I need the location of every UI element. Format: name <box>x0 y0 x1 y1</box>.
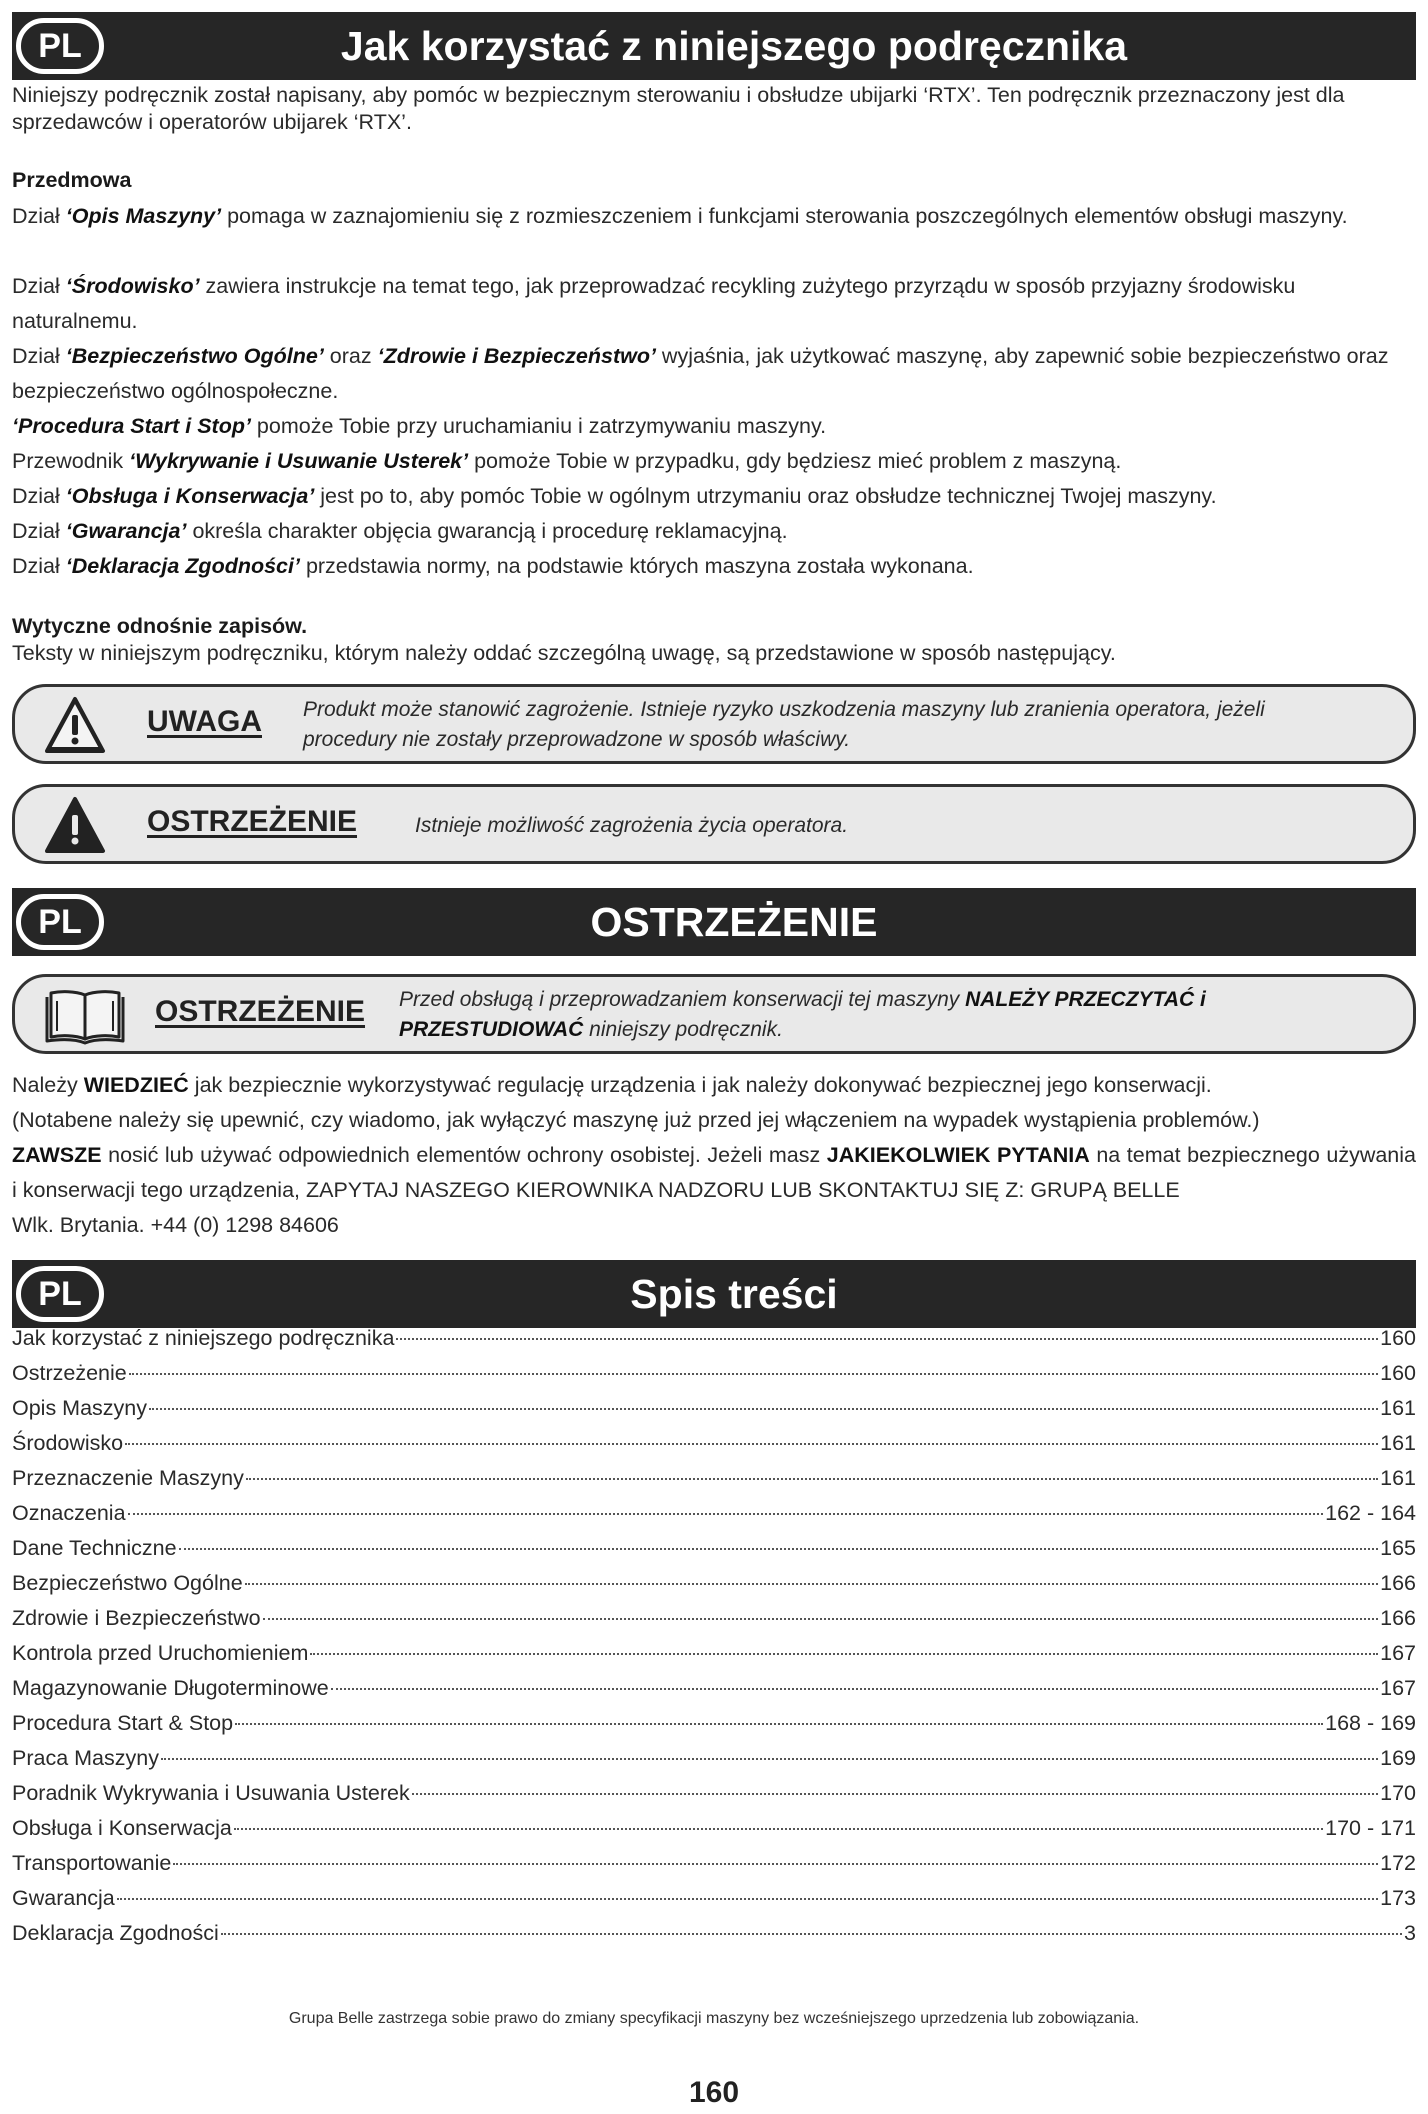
toc-entry[interactable] <box>12 1746 1416 1781</box>
warning-outline-icon <box>43 695 107 760</box>
toc-entry-label: Transportowanie <box>12 1851 172 1875</box>
warning-paragraph-3: ZAWSZE nosić lub używać odpowiednich elementów ochrony osobistej. Jeżeli masz JAKIEKOLWIEK PYTANIA na temat bezpiecznego używania i konserwacji tego urządzenia, ZAPYTAJ NASZEGO KIEROWNIKA NADZORU LUB SKONTAKTUJ SIĘ Z: GRUPĄ BELLE <box>12 1143 1416 1202</box>
foreword-paragraph-4: ‘Procedura Start i Stop’ pomoże Tobie przy uruchamianiu i zatrzymywaniu maszyny. <box>12 414 827 438</box>
notice-caution <box>12 684 1416 764</box>
toc-leader-dots <box>173 1863 1378 1865</box>
foreword-paragraph-2: Dział ‘Środowisko’ zawiera instrukcje na temat tego, jak przeprowadzać recykling zużytego przyrządu w sposób przyjazny środowisku naturalnemu. <box>12 274 1296 333</box>
notice-warning-label: OSTRZEŻENIE <box>147 805 358 838</box>
toc-leader-dots <box>245 1583 1378 1585</box>
toc-leader-dots <box>246 1478 1378 1480</box>
toc-leader-dots <box>221 1933 1402 1935</box>
toc-leader-dots <box>125 1443 1378 1445</box>
toc-entry-page: 169 <box>1380 1746 1416 1770</box>
toc-entry-label: Ostrzeżenie <box>12 1361 127 1385</box>
toc-leader-dots <box>310 1653 1378 1655</box>
toc-leader-dots <box>128 1513 1324 1515</box>
toc-entry[interactable] <box>12 1676 1416 1711</box>
toc-entry-label: Procedura Start & Stop <box>12 1711 234 1735</box>
guidelines-heading: Wytyczne odnośnie zapisów. <box>12 614 308 638</box>
toc-entry-page: 172 <box>1380 1851 1416 1875</box>
toc-entry-page: 165 <box>1380 1536 1416 1560</box>
toc-entry-label: Jak korzystać z niniejszego podręcznika <box>12 1326 395 1350</box>
toc-entry[interactable] <box>12 1571 1416 1606</box>
toc-leader-dots <box>179 1548 1379 1550</box>
toc-entry-page: 161 <box>1380 1431 1416 1455</box>
toc-entry[interactable] <box>12 1641 1416 1676</box>
toc-entry-label: Zdrowie i Bezpieczeństwo <box>12 1606 261 1630</box>
toc-leader-dots <box>149 1408 1378 1410</box>
notice-warning-text: Istnieje możliwość zagrożenia życia operatora. <box>415 814 849 837</box>
toc-entry-label: Bezpieczeństwo Ogólne <box>12 1571 243 1595</box>
pl-language-badge: PL <box>16 18 104 74</box>
intro-paragraph: Niniejszy podręcznik został napisany, aby pomóc w bezpiecznym sterowaniu i obsłudze ubijarki ‘RTX’. Ten podręcznik przeznaczony jest dla sprzedawców i operatorów ubijarek ‘RTX’. <box>12 83 1345 134</box>
toc-entry[interactable] <box>12 1886 1416 1921</box>
toc-entry[interactable] <box>12 1536 1416 1571</box>
toc-leader-dots <box>331 1688 1378 1690</box>
toc-entry-page: 3 <box>1404 1921 1416 1945</box>
toc-entry-page: 168 - 169 <box>1325 1711 1416 1735</box>
foreword-paragraph-3: Dział ‘Bezpieczeństwo Ogólne’ oraz ‘Zdrowie i Bezpieczeństwo’ wyjaśnia, jak użytkować maszynę, aby zapewnić sobie bezpieczeństwo oraz bezpieczeństwo ogólnospołeczne. <box>12 344 1389 403</box>
guidelines-text: Teksty w niniejszym podręczniku, którym należy oddać szczególną uwagę, są przedstawione w sposób następujący. <box>12 641 1116 665</box>
notice-warning <box>12 784 1416 864</box>
toc-entry-page: 162 - 164 <box>1325 1501 1416 1525</box>
foreword-paragraph-6: Dział ‘Obsługa i Konserwacja’ jest po to, aby pomóc Tobie w ogólnym utrzymaniu oraz obsłudze technicznej Twojej maszyny. <box>12 484 1217 508</box>
toc-entry[interactable] <box>12 1921 1416 1956</box>
toc-entry-page: 161 <box>1380 1396 1416 1420</box>
toc-entry-page: 173 <box>1380 1886 1416 1910</box>
warning-paragraph-2: (Notabene należy się upewnić, czy wiadomo, jak wyłączyć maszynę już przed jej włączeniem na wypadek wystąpienia problemów.) <box>12 1108 1260 1132</box>
toc-entry-label: Poradnik Wykrywania i Usuwania Usterek <box>12 1781 410 1805</box>
table-of-contents <box>12 1326 1416 1956</box>
toc-entry-label: Magazynowanie Długoterminowe <box>12 1676 329 1700</box>
warning-filled-icon <box>43 795 107 860</box>
warning-paragraph-1: Należy WIEDZIEĆ jak bezpiecznie wykorzystywać regulację urządzenia i jak należy dokonywać bezpiecznej jego konserwacji. <box>12 1073 1212 1097</box>
toc-entry-page: 167 <box>1380 1676 1416 1700</box>
notice-caution-text: Produkt może stanowić zagrożenie. Istnieje ryzyko uszkodzenia maszyny lub zranienia operatora, jeżeli procedury nie zostały przeprowadzone w sposób właściwy. <box>303 698 1265 751</box>
foreword-paragraph-1: Dział ‘Opis Maszyny’ pomaga w zaznajomieniu się z rozmieszczeniem i funkcjami sterowania poszczególnych elementów obsługi maszyny. <box>12 204 1348 228</box>
toc-entry[interactable] <box>12 1711 1416 1746</box>
toc-entry[interactable] <box>12 1466 1416 1501</box>
toc-entry-label: Deklaracja Zgodności <box>12 1921 219 1945</box>
section-title: Jak korzystać z niniejszego podręcznika <box>340 22 1128 69</box>
toc-entry-page: 170 <box>1380 1781 1416 1805</box>
toc-entry[interactable] <box>12 1501 1416 1536</box>
section-title: OSTRZEŻENIE <box>590 898 878 945</box>
toc-entry-label: Gwarancja <box>12 1886 115 1910</box>
page-number: 160 <box>688 2076 740 2109</box>
toc-entry[interactable] <box>12 1816 1416 1851</box>
toc-entry[interactable] <box>12 1361 1416 1396</box>
toc-leader-dots <box>161 1758 1378 1760</box>
toc-entry-label: Obsługa i Konserwacja <box>12 1816 232 1840</box>
foreword-paragraph-8: Dział ‘Deklaracja Zgodności’ przedstawia normy, na podstawie których maszyna została wykonana. <box>12 554 974 578</box>
toc-leader-dots <box>117 1898 1378 1900</box>
toc-entry-label: Środowisko <box>12 1431 124 1455</box>
toc-entry[interactable] <box>12 1431 1416 1466</box>
toc-entry-label: Praca Maszyny <box>12 1746 159 1770</box>
toc-entry[interactable] <box>12 1326 1416 1361</box>
toc-entry-page: 160 <box>1380 1326 1416 1350</box>
notice-caution-label: UWAGA <box>147 705 262 738</box>
toc-entry[interactable] <box>12 1781 1416 1816</box>
toc-leader-dots <box>234 1828 1323 1830</box>
toc-entry-label: Przeznaczenie Maszyny <box>12 1466 244 1490</box>
notice-read-manual <box>12 974 1416 1054</box>
section-banner-warning <box>12 888 1416 956</box>
foreword-paragraph-5: Przewodnik ‘Wykrywanie i Usuwanie Usterek’ pomoże Tobie w przypadku, gdy będziesz mieć problem z maszyną. <box>12 449 1122 473</box>
toc-entry-label: Kontrola przed Uruchomieniem <box>12 1641 309 1665</box>
toc-entry-label: Dane Techniczne <box>12 1536 177 1560</box>
toc-entry-label: Oznaczenia <box>12 1501 126 1525</box>
toc-entry-page: 166 <box>1380 1606 1416 1630</box>
contact-phone: Wlk. Brytania. +44 (0) 1298 84606 <box>12 1213 339 1237</box>
notice-read-manual-text: Przed obsługą i przeprowadzaniem konserwacji tej maszyny NALEŻY PRZECZYTAĆ i PRZESTUDIOWAĆ niniejszy podręcznik. <box>399 988 1206 1041</box>
toc-entry-page: 167 <box>1380 1641 1416 1665</box>
toc-entry[interactable] <box>12 1396 1416 1431</box>
section-banner-contents <box>12 1260 1416 1328</box>
section-title: Spis treści <box>630 1270 838 1317</box>
toc-leader-dots <box>263 1618 1379 1620</box>
pl-language-badge: PL <box>16 1266 104 1322</box>
toc-entry-page: 170 - 171 <box>1325 1816 1416 1840</box>
toc-entry-page: 160 <box>1380 1361 1416 1385</box>
pl-language-badge: PL <box>16 894 104 950</box>
footer-disclaimer: Grupa Belle zastrzega sobie prawo do zmiany specyfikacji maszyny bez wcześniejszego uprzedzenia lub zobowiązania. <box>288 2010 1140 2027</box>
toc-leader-dots <box>129 1373 1378 1375</box>
toc-entry-page: 166 <box>1380 1571 1416 1595</box>
toc-entry[interactable] <box>12 1851 1416 1886</box>
toc-entry-label: Opis Maszyny <box>12 1396 148 1420</box>
toc-leader-dots <box>396 1338 1378 1340</box>
book-icon <box>45 987 125 1050</box>
section-banner-how-to-use <box>12 12 1416 80</box>
toc-leader-dots <box>235 1723 1323 1725</box>
foreword-heading: Przedmowa <box>12 168 132 192</box>
toc-entry[interactable] <box>12 1606 1416 1641</box>
toc-leader-dots <box>412 1793 1378 1795</box>
foreword-paragraph-7: Dział ‘Gwarancja’ określa charakter objęcia gwarancją i procedurę reklamacyjną. <box>12 519 788 543</box>
toc-entry-page: 161 <box>1380 1466 1416 1490</box>
notice-read-manual-label: OSTRZEŻENIE <box>155 995 366 1028</box>
